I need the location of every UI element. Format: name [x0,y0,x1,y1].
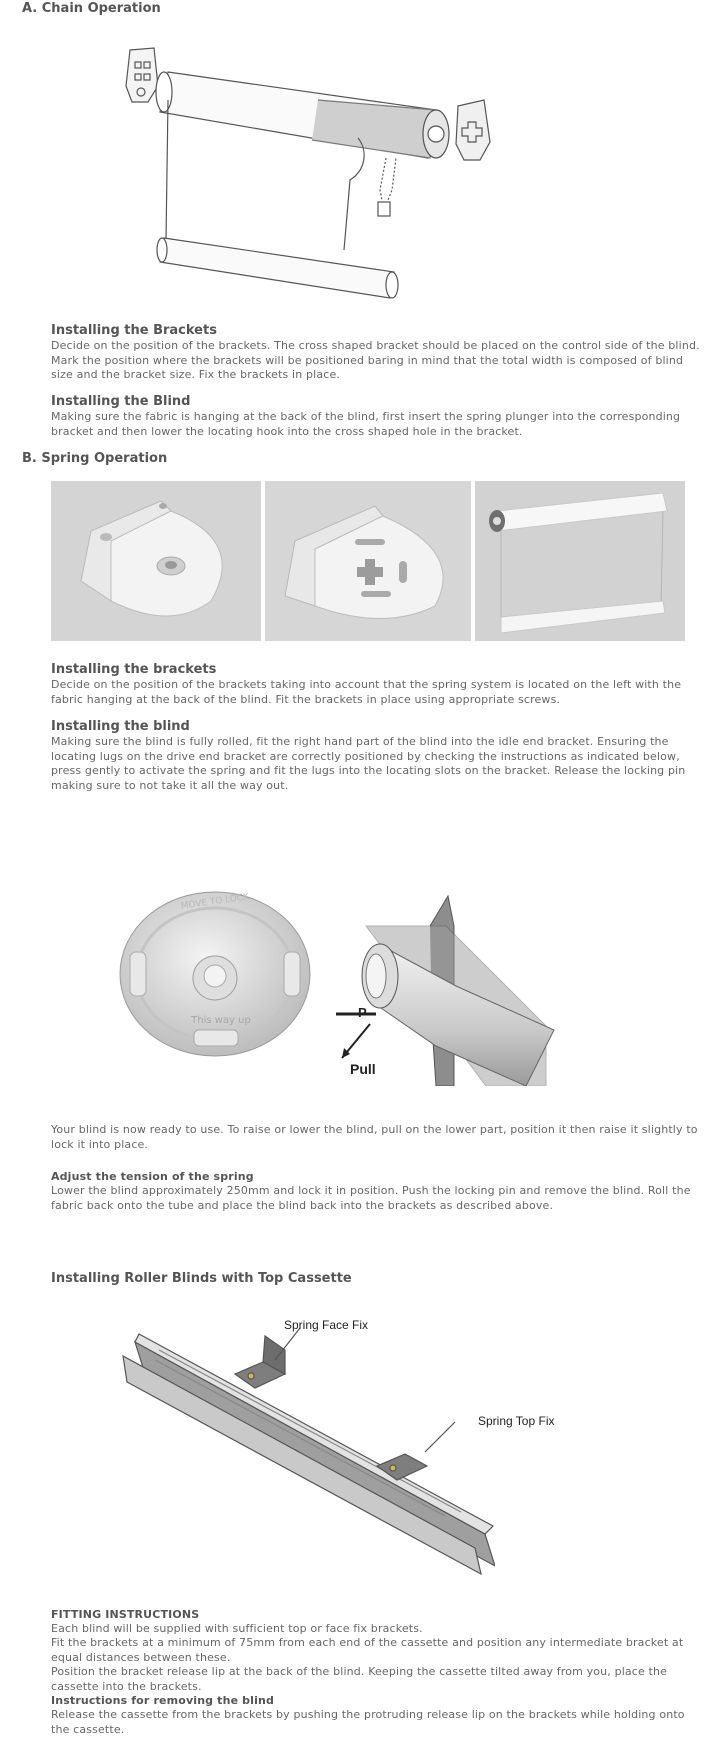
ready-to-use-text: Your blind is now ready to use. To raise or lower the blind, pull on the lower part, position it then raise it slightly to lock it into place. [51,1123,698,1151]
cassette-illustration [115,1316,495,1581]
tension-text: Lower the blind approximately 250mm and lock it in position. Push the locking pin and remove the blind. Roll the fabric back onto the tube and place the blind back into the brackets as described above. [51,1184,691,1212]
bracket-photo-cross [265,481,471,641]
spring-blind-photo [475,481,685,641]
installing-blind-text: Making sure the fabric is hanging at the back of the blind, first insert the spring plunger into the corresponding bracket and then lower the locating hook into the cross shaped hole in the bracket. [51,410,681,438]
installing-blind-heading: Installing the Blind [51,394,191,409]
end-cap-lock-label: MOVE TO LOCK [180,892,250,912]
tube-bracket-illustration [336,886,566,1086]
fitting-instructions-heading: FITTING INSTRUCTIONS [51,1608,200,1621]
installing-brackets-heading: Installing the Brackets [51,323,217,338]
installing-brackets-text: Decide on the position of the brackets. The cross shaped bracket should be placed on the control side of the blind. Mark the position where the brackets will be positioned baring in mind that the total width is composed of blind size and the bracket size. Fix the brackets in place. [51,339,700,382]
spring-installing-blind-heading: Installing the blind [51,719,190,734]
removing-heading: Instructions for removing the blind [51,1694,275,1707]
spring-installing-brackets-heading: Installing the brackets [51,662,217,677]
end-cap-photo [118,890,312,1058]
chain-blind-illustration [118,40,510,342]
section-a-title: A. Chain Operation [22,1,161,16]
section-b-title: B. Spring Operation [22,451,168,466]
spring-installing-blind-text: Making sure the blind is fully rolled, fit the right hand part of the blind into the idle end bracket. Ensuring the locating lugs on the drive end bracket are correctly positioned by checking the instructions as indicated below, press gently to activate the spring and fit the lugs into the locating slots on the bracket. Release the locking pin making sure to not take it all the way out. [51,735,686,792]
fitting-line-2: Fit the brackets at a minimum of 75mm from each end of the cassette and position any intermediate bracket at equal distances between these. [51,1636,684,1664]
fitting-line-1: Each blind will be supplied with sufficient top or face fix brackets. [51,1622,423,1635]
end-cap-way-up-label: This way up [191,1015,251,1026]
tension-heading: Adjust the tension of the spring [51,1170,254,1183]
pin-label: P [358,1005,367,1020]
removing-text: Release the cassette from the brackets by pushing the protruding release lip on the brackets while holding onto the cassette. [51,1708,685,1736]
spring-face-fix-label: Spring Face Fix [284,1318,369,1332]
fitting-line-3: Position the bracket release lip at the back of the blind. Keeping the cassette tilted away from you, place the cassette into the brackets. [51,1665,668,1693]
spring-top-fix-label: Spring Top Fix [478,1414,555,1428]
cassette-heading: Installing Roller Blinds with Top Cassette [51,1271,352,1286]
pull-label: Pull [350,1061,376,1077]
spring-installing-brackets-text: Decide on the position of the brackets taking into account that the spring system is located on the left with the fabric hanging at the back of the blind. Fit the brackets in place using appropriate screws. [51,678,682,706]
bracket-photo-plain [51,481,261,641]
